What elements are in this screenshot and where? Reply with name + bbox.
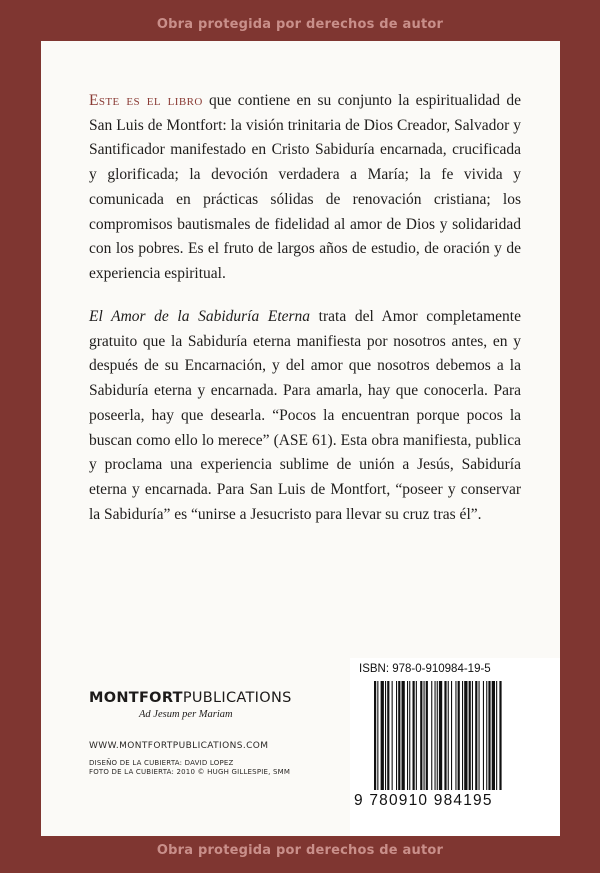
book-title-italic: El Amor de la Sabiduría Eterna (89, 308, 311, 325)
publisher-website: WWW.MONTFORTPUBLICATIONS.COM (89, 741, 269, 751)
paragraph-2-body: trata del Amor completamente gratuito que la Sabiduría eterna manifiesta por nosotros antes, en y después de su Encarnación, y del amor que nosotros debemos a la Sabiduría eterna y encarnada. Para amarla, hay que conocerla. Para poseerla, hay que desearla. “Pocos la encuentran porque pocos la buscan como ello lo merece” (ASE 61). Esta obra manifiesta, publica y proclama una experiencia sublime de unión a Jesús, Sabiduría eterna y encarnada. Para San Luis de Montfort, “poseer y conservar la Sabiduría” es “unirse a Jesucristo para llevar su cruz tras él”. (89, 308, 521, 523)
credit-design: DISEÑO DE LA CUBIERTA: DAVID LOPEZ (89, 759, 234, 767)
copyright-watermark-top: Obra protegida por derechos de autor (156, 17, 444, 32)
copyright-watermark-bottom: Obra protegida por derechos de autor (156, 843, 444, 858)
cover-credits (89, 759, 290, 777)
description-paragraph-2 (89, 305, 521, 527)
back-cover-panel (41, 41, 560, 836)
description-paragraph-1 (89, 89, 521, 287)
publisher-motto: Ad Jesum per Mariam (139, 709, 233, 720)
paragraph-1-body: que contiene en su conjunto la espiritualidad de San Luis de Montfort: la visión trinitaria de Dios Creador, Salvador y Santificador manifestado en Cristo Sabiduría encarnada, crucificada y glorificada; la devoción verdadera a María; la fe vivida y comunicada en prácticas sólidas de renovación cristiana; los compromisos bautismales de fidelidad al amor de Dios y solidaridad con los pobres. Es el fruto de largos años de estudio, de oración y de experiencia espiritual. (89, 92, 522, 282)
isbn-label: ISBN: 978-0-910984-19-5 (359, 663, 491, 675)
credit-photo: FOTO DE LA CUBIERTA: 2010 © HUGH GILLESPIE, SMM (89, 768, 291, 776)
lead-in-text: Este es el libro (89, 92, 203, 109)
publisher-logo (89, 690, 292, 706)
publisher-name-rest: PUBLICATIONS (182, 690, 292, 706)
publisher-name-bold: MONTFORT (89, 690, 183, 706)
barcode-bars (374, 681, 544, 790)
barcode-number: 9 780910 984195 (354, 792, 493, 809)
barcode-block (350, 658, 560, 836)
